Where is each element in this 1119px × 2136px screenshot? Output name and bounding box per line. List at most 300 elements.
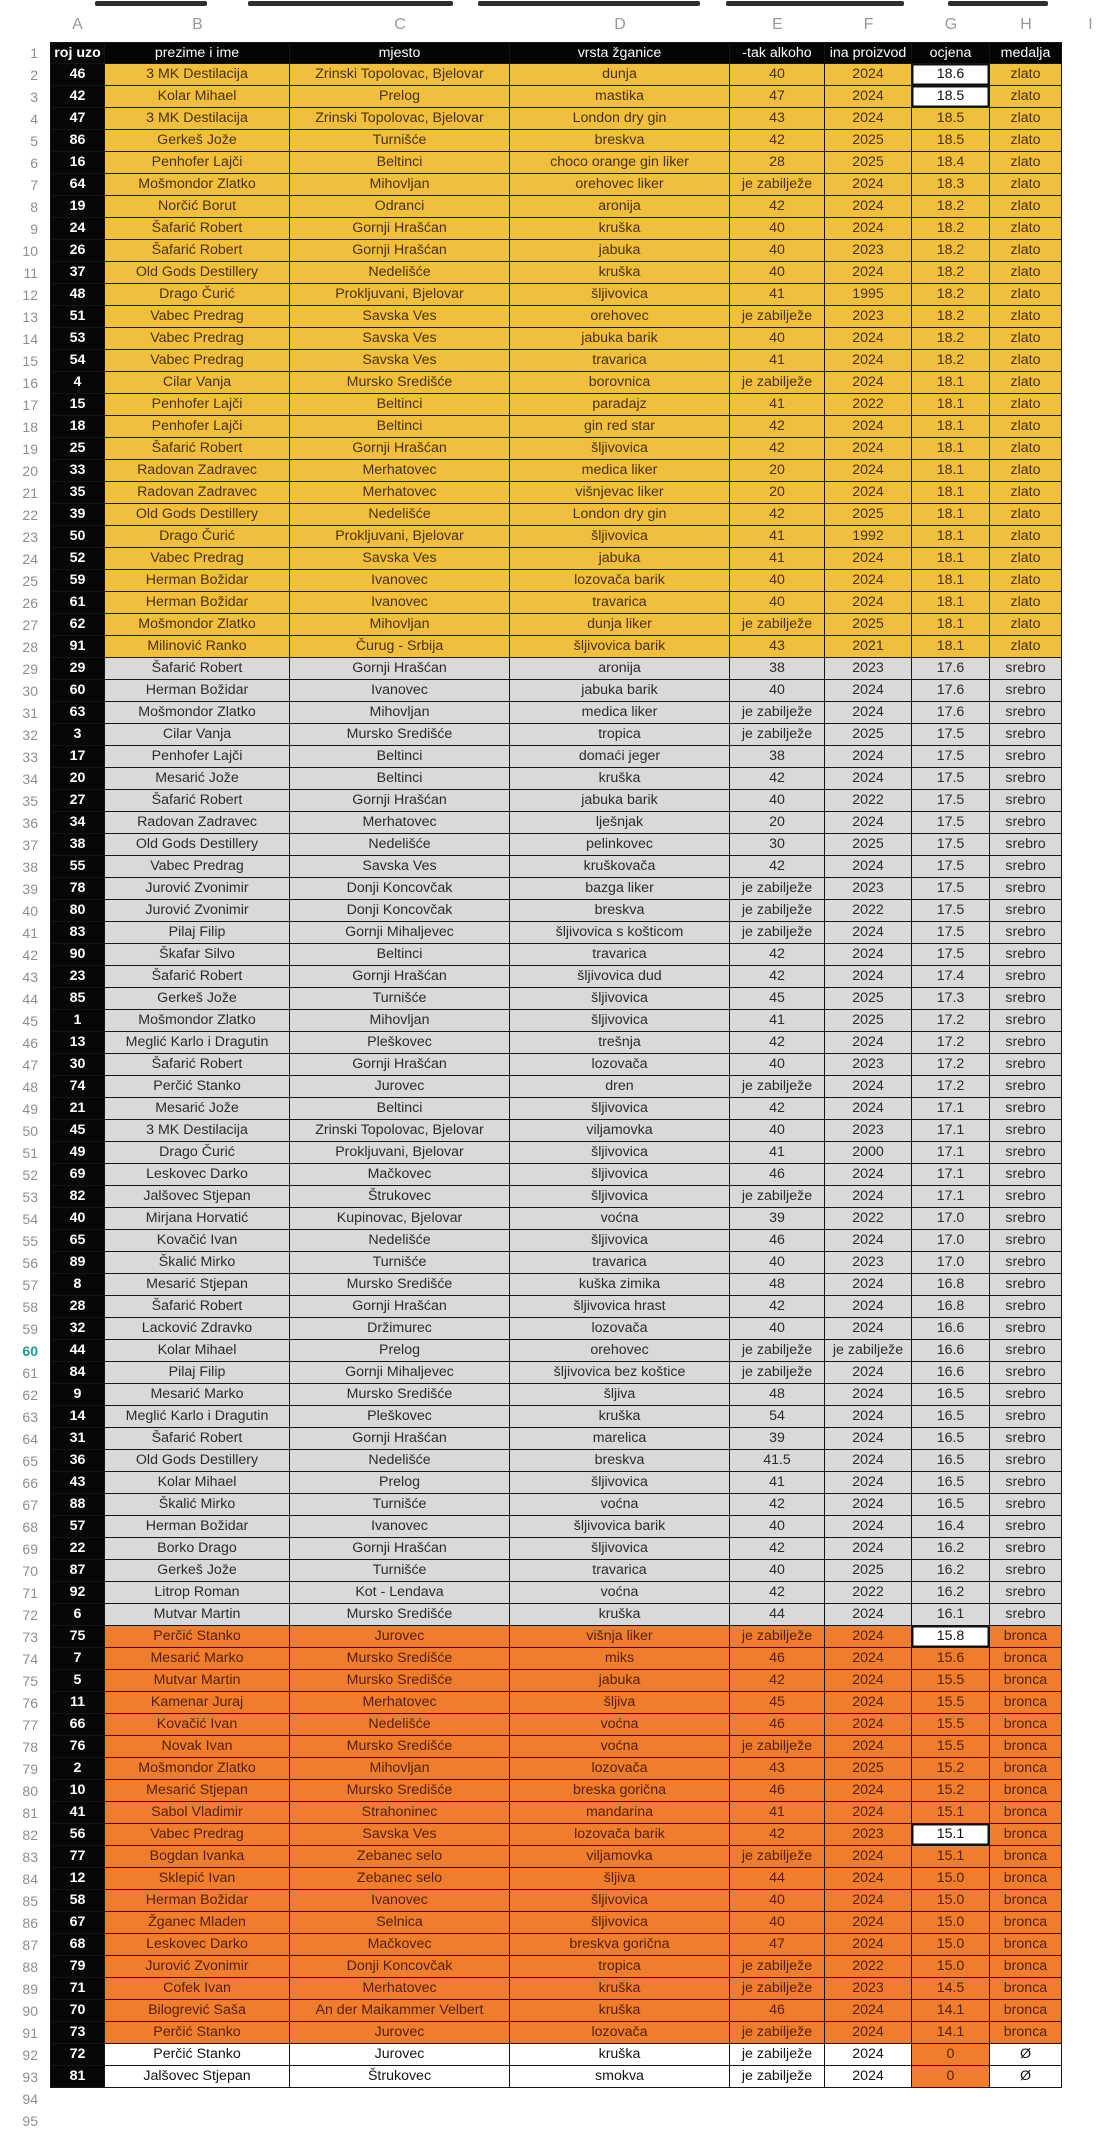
cell-type[interactable]: šljivovica xyxy=(510,526,730,548)
cell-medal[interactable]: zlato xyxy=(990,636,1062,658)
cell-alcohol[interactable]: je zabilježe xyxy=(730,1340,825,1362)
cell-medal[interactable]: srebro xyxy=(990,1186,1062,1208)
cell-year[interactable]: 2000 xyxy=(825,1142,912,1164)
cell-year[interactable]: 2024 xyxy=(825,1164,912,1186)
cell-alcohol[interactable]: 40 xyxy=(730,1318,825,1340)
cell-type[interactable]: šljivovica xyxy=(510,284,730,306)
cell-name[interactable]: Herman Božidar xyxy=(105,680,290,702)
cell-place[interactable]: Merhatovec xyxy=(290,482,510,504)
cell-sample-number[interactable]: 22 xyxy=(50,1538,105,1560)
cell-type[interactable]: višnjevac liker xyxy=(510,482,730,504)
cell-name[interactable]: Leskovec Darko xyxy=(105,1164,290,1186)
cell-name[interactable]: Žganec Mladen xyxy=(105,1912,290,1934)
cell-sample-number[interactable]: 8 xyxy=(50,1274,105,1296)
cell-medal[interactable]: zlato xyxy=(990,284,1062,306)
cell-year[interactable]: 2023 xyxy=(825,306,912,328)
row-number[interactable]: 61 xyxy=(22,1365,38,1381)
cell-name[interactable]: Old Gods Destillery xyxy=(105,834,290,856)
row-number[interactable]: 93 xyxy=(22,2069,38,2085)
row-number[interactable]: 70 xyxy=(22,1563,38,1579)
row-number[interactable]: 87 xyxy=(22,1937,38,1953)
row-number[interactable]: 73 xyxy=(22,1629,38,1645)
cell-alcohol[interactable]: 40 xyxy=(730,1120,825,1142)
cell-medal[interactable]: srebro xyxy=(990,834,1062,856)
cell-score[interactable]: 17.0 xyxy=(912,1230,990,1252)
cell-type[interactable]: dunja liker xyxy=(510,614,730,636)
cell-medal[interactable]: bronca xyxy=(990,1670,1062,1692)
cell-place[interactable]: Gornji Hrašćan xyxy=(290,966,510,988)
cell-year[interactable]: 2024 xyxy=(825,922,912,944)
cell-place[interactable]: Zrinski Topolovac, Bjelovar xyxy=(290,1120,510,1142)
cell-sample-number[interactable]: 77 xyxy=(50,1846,105,1868)
cell-year[interactable]: 2023 xyxy=(825,1978,912,2000)
cell-name[interactable]: Herman Božidar xyxy=(105,570,290,592)
cell-sample-number[interactable]: 53 xyxy=(50,328,105,350)
cell-place[interactable]: Gornji Hrašćan xyxy=(290,1428,510,1450)
row-number[interactable]: 85 xyxy=(22,1893,38,1909)
cell-place[interactable]: Gornji Hrašćan xyxy=(290,1296,510,1318)
cell-medal[interactable]: srebro xyxy=(990,1098,1062,1120)
cell-name[interactable]: Meglić Karlo i Dragutin xyxy=(105,1406,290,1428)
cell-alcohol[interactable]: 44 xyxy=(730,1604,825,1626)
cell-name[interactable]: Meglić Karlo i Dragutin xyxy=(105,1032,290,1054)
cell-name[interactable]: Mesarić Marko xyxy=(105,1384,290,1406)
cell-alcohol[interactable]: 38 xyxy=(730,658,825,680)
cell-year[interactable]: 2024 xyxy=(825,570,912,592)
cell-alcohol[interactable]: je zabilježe xyxy=(730,878,825,900)
cell-year[interactable]: 2024 xyxy=(825,1670,912,1692)
cell-score[interactable]: 17.3 xyxy=(912,988,990,1010)
cell-year[interactable]: 2025 xyxy=(825,1010,912,1032)
cell-type[interactable]: kruška xyxy=(510,2044,730,2066)
cell-name[interactable]: Šafarić Robert xyxy=(105,1428,290,1450)
cell-type[interactable]: lozovača barik xyxy=(510,570,730,592)
cell-type[interactable]: šljivovica xyxy=(510,1098,730,1120)
cell-name[interactable]: Šafarić Robert xyxy=(105,218,290,240)
cell-name[interactable]: Herman Božidar xyxy=(105,592,290,614)
cell-type[interactable]: mandarina xyxy=(510,1802,730,1824)
cell-year[interactable]: 2025 xyxy=(825,614,912,636)
row-number[interactable]: 49 xyxy=(22,1101,38,1117)
cell-year[interactable]: 2024 xyxy=(825,482,912,504)
cell-medal[interactable]: zlato xyxy=(990,570,1062,592)
cell-place[interactable]: Ivanovec xyxy=(290,592,510,614)
cell-name[interactable]: Jurović Zvonimir xyxy=(105,1956,290,1978)
cell-medal[interactable]: bronca xyxy=(990,1692,1062,1714)
row-number[interactable]: 42 xyxy=(22,947,38,963)
cell-place[interactable]: Prelog xyxy=(290,86,510,108)
cell-name[interactable]: Gerkeš Jože xyxy=(105,130,290,152)
cell-sample-number[interactable]: 65 xyxy=(50,1230,105,1252)
cell-score[interactable]: 15.2 xyxy=(912,1758,990,1780)
header-alcohol[interactable]: -tak alkoho xyxy=(730,42,825,64)
header-name[interactable]: prezime i ime xyxy=(105,42,290,64)
cell-year[interactable]: 2024 xyxy=(825,746,912,768)
cell-score[interactable]: 17.5 xyxy=(912,746,990,768)
cell-medal[interactable]: zlato xyxy=(990,482,1062,504)
cell-alcohol[interactable]: 42 xyxy=(730,130,825,152)
cell-sample-number[interactable]: 69 xyxy=(50,1164,105,1186)
row-number[interactable]: 38 xyxy=(22,859,38,875)
cell-alcohol[interactable]: 28 xyxy=(730,152,825,174)
cell-name[interactable]: Litrop Roman xyxy=(105,1582,290,1604)
cell-name[interactable]: Leskovec Darko xyxy=(105,1934,290,1956)
cell-score[interactable]: 18.5 xyxy=(912,130,990,152)
cell-sample-number[interactable]: 56 xyxy=(50,1824,105,1846)
cell-sample-number[interactable]: 72 xyxy=(50,2044,105,2066)
row-number[interactable]: 53 xyxy=(22,1189,38,1205)
row-number[interactable]: 40 xyxy=(22,903,38,919)
cell-name[interactable]: Radovan Zadravec xyxy=(105,482,290,504)
cell-year[interactable]: 2023 xyxy=(825,1054,912,1076)
cell-score[interactable]: 15.8 xyxy=(912,1626,990,1648)
row-number[interactable]: 56 xyxy=(22,1255,38,1271)
cell-alcohol[interactable]: 42 xyxy=(730,1098,825,1120)
row-number[interactable]: 29 xyxy=(22,661,38,677)
cell-alcohol[interactable]: je zabilježe xyxy=(730,702,825,724)
cell-score[interactable]: 16.2 xyxy=(912,1582,990,1604)
cell-medal[interactable]: srebro xyxy=(990,1494,1062,1516)
cell-alcohol[interactable]: je zabilježe xyxy=(730,1736,825,1758)
cell-type[interactable]: šljiva xyxy=(510,1384,730,1406)
cell-sample-number[interactable]: 34 xyxy=(50,812,105,834)
cell-place[interactable]: Merhatovec xyxy=(290,460,510,482)
cell-name[interactable]: Mošmondor Zlatko xyxy=(105,1010,290,1032)
cell-alcohol[interactable]: 39 xyxy=(730,1428,825,1450)
cell-place[interactable]: Donji Koncovčak xyxy=(290,878,510,900)
row-number[interactable]: 19 xyxy=(22,441,38,457)
cell-type[interactable]: višnja liker xyxy=(510,1626,730,1648)
cell-name[interactable]: Vabec Predrag xyxy=(105,350,290,372)
cell-score[interactable]: 17.2 xyxy=(912,1010,990,1032)
cell-type[interactable]: borovnica xyxy=(510,372,730,394)
cell-name[interactable]: Radovan Zadravec xyxy=(105,460,290,482)
row-number[interactable]: 37 xyxy=(22,837,38,853)
cell-score[interactable]: 16.4 xyxy=(912,1516,990,1538)
cell-year[interactable]: 2025 xyxy=(825,724,912,746)
cell-score[interactable]: 17.5 xyxy=(912,944,990,966)
cell-year[interactable]: 2024 xyxy=(825,350,912,372)
cell-alcohol[interactable]: 42 xyxy=(730,1296,825,1318)
cell-type[interactable]: šljivovica bez koštice xyxy=(510,1362,730,1384)
cell-type[interactable]: travarica xyxy=(510,592,730,614)
cell-sample-number[interactable]: 11 xyxy=(50,1692,105,1714)
cell-type[interactable]: šljivovica xyxy=(510,438,730,460)
cell-place[interactable]: Donji Koncovčak xyxy=(290,900,510,922)
cell-medal[interactable]: zlato xyxy=(990,350,1062,372)
cell-score[interactable]: 15.1 xyxy=(912,1824,990,1846)
cell-year[interactable]: 2024 xyxy=(825,1494,912,1516)
row-number[interactable]: 28 xyxy=(22,639,38,655)
cell-score[interactable]: 18.1 xyxy=(912,504,990,526)
row-number[interactable]: 62 xyxy=(22,1387,38,1403)
cell-score[interactable]: 16.5 xyxy=(912,1406,990,1428)
cell-sample-number[interactable]: 2 xyxy=(50,1758,105,1780)
cell-year[interactable]: 2024 xyxy=(825,108,912,130)
cell-year[interactable]: 2022 xyxy=(825,1956,912,1978)
cell-sample-number[interactable]: 12 xyxy=(50,1868,105,1890)
cell-medal[interactable]: srebro xyxy=(990,790,1062,812)
cell-name[interactable]: Sabol Vladimir xyxy=(105,1802,290,1824)
row-number[interactable]: 23 xyxy=(22,529,38,545)
cell-score[interactable]: 16.2 xyxy=(912,1560,990,1582)
cell-place[interactable]: Turnišće xyxy=(290,988,510,1010)
cell-name[interactable]: Mesarić Jože xyxy=(105,768,290,790)
cell-alcohol[interactable]: 40 xyxy=(730,1912,825,1934)
cell-score[interactable]: 16.8 xyxy=(912,1296,990,1318)
cell-score[interactable]: 17.0 xyxy=(912,1208,990,1230)
cell-score[interactable]: 16.6 xyxy=(912,1340,990,1362)
row-number[interactable]: 64 xyxy=(22,1431,38,1447)
cell-name[interactable]: Kovačić Ivan xyxy=(105,1714,290,1736)
cell-place[interactable]: Gornji Hrašćan xyxy=(290,438,510,460)
cell-place[interactable]: Jurovec xyxy=(290,1076,510,1098)
cell-medal[interactable]: bronca xyxy=(990,1934,1062,1956)
row-number[interactable]: 90 xyxy=(22,2003,38,2019)
row-number[interactable]: 3 xyxy=(30,89,38,105)
cell-year[interactable]: 2023 xyxy=(825,1824,912,1846)
cell-place[interactable]: Turnišće xyxy=(290,1560,510,1582)
cell-alcohol[interactable]: 40 xyxy=(730,1054,825,1076)
cell-sample-number[interactable]: 63 xyxy=(50,702,105,724)
cell-sample-number[interactable]: 88 xyxy=(50,1494,105,1516)
column-letter-f[interactable]: F xyxy=(863,15,874,33)
row-number[interactable]: 12 xyxy=(22,287,38,303)
row-number[interactable]: 57 xyxy=(22,1277,38,1293)
row-number[interactable]: 32 xyxy=(22,727,38,743)
cell-alcohol[interactable]: 41 xyxy=(730,1010,825,1032)
cell-place[interactable]: Mursko Središće xyxy=(290,1780,510,1802)
cell-score[interactable]: 0 xyxy=(912,2044,990,2066)
column-letter-c[interactable]: C xyxy=(394,15,406,33)
cell-type[interactable]: dunja xyxy=(510,64,730,86)
cell-type[interactable]: kruška xyxy=(510,262,730,284)
row-number[interactable]: 82 xyxy=(22,1827,38,1843)
cell-year[interactable]: 2024 xyxy=(825,1428,912,1450)
cell-medal[interactable]: zlato xyxy=(990,328,1062,350)
cell-alcohol[interactable]: je zabilježe xyxy=(730,174,825,196)
cell-score[interactable]: 18.4 xyxy=(912,152,990,174)
cell-score[interactable]: 14.1 xyxy=(912,2022,990,2044)
cell-alcohol[interactable]: je zabilježe xyxy=(730,724,825,746)
cell-alcohol[interactable]: 46 xyxy=(730,1780,825,1802)
cell-medal[interactable]: bronca xyxy=(990,1890,1062,1912)
cell-score[interactable]: 17.2 xyxy=(912,1032,990,1054)
cell-alcohol[interactable]: 20 xyxy=(730,812,825,834)
cell-sample-number[interactable]: 81 xyxy=(50,2066,105,2088)
cell-type[interactable]: šljivovica xyxy=(510,1164,730,1186)
row-number[interactable]: 5 xyxy=(30,133,38,149)
cell-sample-number[interactable]: 67 xyxy=(50,1912,105,1934)
cell-year[interactable]: 2025 xyxy=(825,834,912,856)
cell-name[interactable]: Pilaj Filip xyxy=(105,922,290,944)
cell-sample-number[interactable]: 16 xyxy=(50,152,105,174)
cell-place[interactable]: Ivanovec xyxy=(290,680,510,702)
cell-score[interactable]: 16.5 xyxy=(912,1428,990,1450)
cell-name[interactable]: Mošmondor Zlatko xyxy=(105,174,290,196)
cell-year[interactable]: 2024 xyxy=(825,944,912,966)
cell-type[interactable]: lozovača barik xyxy=(510,1824,730,1846)
cell-name[interactable]: Kolar Mihael xyxy=(105,1472,290,1494)
cell-place[interactable]: Savska Ves xyxy=(290,856,510,878)
cell-alcohol[interactable]: je zabilježe xyxy=(730,1978,825,2000)
cell-medal[interactable]: zlato xyxy=(990,548,1062,570)
cell-medal[interactable]: srebro xyxy=(990,1450,1062,1472)
row-number[interactable]: 26 xyxy=(22,595,38,611)
row-number[interactable]: 89 xyxy=(22,1981,38,1997)
cell-name[interactable]: Drago Čurić xyxy=(105,1142,290,1164)
cell-sample-number[interactable]: 31 xyxy=(50,1428,105,1450)
cell-sample-number[interactable]: 24 xyxy=(50,218,105,240)
cell-alcohol[interactable]: je zabilježe xyxy=(730,1846,825,1868)
cell-sample-number[interactable]: 26 xyxy=(50,240,105,262)
cell-year[interactable]: 2024 xyxy=(825,1296,912,1318)
cell-place[interactable]: Donji Koncovčak xyxy=(290,1956,510,1978)
cell-alcohol[interactable]: 41 xyxy=(730,394,825,416)
cell-score[interactable]: 17.5 xyxy=(912,900,990,922)
cell-alcohol[interactable]: 42 xyxy=(730,1538,825,1560)
row-number[interactable]: 71 xyxy=(22,1585,38,1601)
cell-type[interactable]: orehovec liker xyxy=(510,174,730,196)
cell-score[interactable]: 14.1 xyxy=(912,2000,990,2022)
header-type[interactable]: vrsta žganice xyxy=(510,42,730,64)
row-number[interactable]: 7 xyxy=(30,177,38,193)
cell-score[interactable]: 17.5 xyxy=(912,790,990,812)
cell-name[interactable]: Vabec Predrag xyxy=(105,306,290,328)
cell-medal[interactable]: srebro xyxy=(990,658,1062,680)
cell-name[interactable]: Kamenar Juraj xyxy=(105,1692,290,1714)
cell-name[interactable]: Drago Čurić xyxy=(105,284,290,306)
cell-type[interactable]: travarica xyxy=(510,350,730,372)
cell-alcohol[interactable]: 41 xyxy=(730,1802,825,1824)
cell-name[interactable]: Mutvar Martin xyxy=(105,1670,290,1692)
cell-year[interactable]: 2024 xyxy=(825,416,912,438)
cell-sample-number[interactable]: 19 xyxy=(50,196,105,218)
cell-type[interactable]: bazga liker xyxy=(510,878,730,900)
cell-alcohol[interactable]: 40 xyxy=(730,218,825,240)
cell-name[interactable]: Šafarić Robert xyxy=(105,240,290,262)
cell-year[interactable]: 2025 xyxy=(825,1758,912,1780)
row-number[interactable]: 79 xyxy=(22,1761,38,1777)
cell-name[interactable]: Herman Božidar xyxy=(105,1890,290,1912)
cell-place[interactable]: Beltinci xyxy=(290,746,510,768)
cell-place[interactable]: Mihovljan xyxy=(290,1010,510,1032)
cell-sample-number[interactable]: 10 xyxy=(50,1780,105,1802)
cell-name[interactable]: Mesarić Stjepan xyxy=(105,1780,290,1802)
row-number[interactable]: 39 xyxy=(22,881,38,897)
cell-place[interactable]: Ivanovec xyxy=(290,1890,510,1912)
cell-score[interactable]: 16.5 xyxy=(912,1494,990,1516)
cell-name[interactable]: Penhofer Lajči xyxy=(105,746,290,768)
header-sample-number[interactable]: roj uzo xyxy=(50,42,105,64)
cell-place[interactable]: Gornji Hrašćan xyxy=(290,218,510,240)
cell-place[interactable]: Odranci xyxy=(290,196,510,218)
row-number[interactable]: 27 xyxy=(22,617,38,633)
cell-medal[interactable]: srebro xyxy=(990,1230,1062,1252)
cell-type[interactable]: kruška xyxy=(510,768,730,790)
cell-year[interactable]: 2024 xyxy=(825,856,912,878)
cell-name[interactable]: 3 MK Destilacija xyxy=(105,108,290,130)
column-letter-b[interactable]: B xyxy=(192,15,203,33)
cell-sample-number[interactable]: 58 xyxy=(50,1890,105,1912)
cell-score[interactable]: 18.1 xyxy=(912,636,990,658)
cell-place[interactable]: Merhatovec xyxy=(290,1692,510,1714)
cell-alcohol[interactable]: je zabilježe xyxy=(730,2022,825,2044)
cell-sample-number[interactable]: 3 xyxy=(50,724,105,746)
cell-year[interactable]: 2024 xyxy=(825,812,912,834)
cell-medal[interactable]: bronca xyxy=(990,1648,1062,1670)
cell-alcohol[interactable]: je zabilježe xyxy=(730,1186,825,1208)
row-number[interactable]: 13 xyxy=(22,309,38,325)
row-number[interactable]: 36 xyxy=(22,815,38,831)
row-number[interactable]: 59 xyxy=(22,1321,38,1337)
cell-score[interactable]: 17.5 xyxy=(912,878,990,900)
cell-medal[interactable]: bronca xyxy=(990,1978,1062,2000)
cell-alcohol[interactable]: 42 xyxy=(730,1824,825,1846)
row-number[interactable]: 8 xyxy=(30,199,38,215)
cell-alcohol[interactable]: je zabilježe xyxy=(730,900,825,922)
cell-name[interactable]: Jalšovec Stjepan xyxy=(105,2066,290,2088)
cell-sample-number[interactable]: 86 xyxy=(50,130,105,152)
cell-sample-number[interactable]: 43 xyxy=(50,1472,105,1494)
cell-medal[interactable]: zlato xyxy=(990,460,1062,482)
cell-sample-number[interactable]: 29 xyxy=(50,658,105,680)
cell-year[interactable]: 1995 xyxy=(825,284,912,306)
row-number[interactable]: 16 xyxy=(22,375,38,391)
cell-score[interactable]: 18.2 xyxy=(912,284,990,306)
cell-alcohol[interactable]: 42 xyxy=(730,1582,825,1604)
cell-sample-number[interactable]: 35 xyxy=(50,482,105,504)
cell-name[interactable]: Škafar Silvo xyxy=(105,944,290,966)
cell-alcohol[interactable]: 46 xyxy=(730,1648,825,1670)
cell-type[interactable]: lozovača xyxy=(510,1758,730,1780)
row-number[interactable]: 55 xyxy=(22,1233,38,1249)
cell-type[interactable]: voćna xyxy=(510,1582,730,1604)
cell-sample-number[interactable]: 41 xyxy=(50,1802,105,1824)
cell-place[interactable]: Savska Ves xyxy=(290,328,510,350)
cell-year[interactable]: 2024 xyxy=(825,1692,912,1714)
cell-year[interactable]: 1992 xyxy=(825,526,912,548)
cell-name[interactable]: Perčić Stanko xyxy=(105,1626,290,1648)
cell-medal[interactable]: zlato xyxy=(990,372,1062,394)
cell-sample-number[interactable]: 7 xyxy=(50,1648,105,1670)
cell-name[interactable]: Mošmondor Zlatko xyxy=(105,614,290,636)
cell-sample-number[interactable]: 39 xyxy=(50,504,105,526)
cell-type[interactable]: miks xyxy=(510,1648,730,1670)
cell-name[interactable]: Old Gods Destillery xyxy=(105,262,290,284)
cell-place[interactable]: Strahoninec xyxy=(290,1802,510,1824)
cell-medal[interactable]: zlato xyxy=(990,526,1062,548)
cell-sample-number[interactable]: 83 xyxy=(50,922,105,944)
cell-type[interactable]: breskva xyxy=(510,130,730,152)
cell-name[interactable]: Perčić Stanko xyxy=(105,1076,290,1098)
row-number[interactable]: 75 xyxy=(22,1673,38,1689)
cell-place[interactable]: Beltinci xyxy=(290,394,510,416)
cell-score[interactable]: 15.0 xyxy=(912,1956,990,1978)
cell-sample-number[interactable]: 49 xyxy=(50,1142,105,1164)
cell-place[interactable]: Mursko Središće xyxy=(290,1670,510,1692)
cell-sample-number[interactable]: 75 xyxy=(50,1626,105,1648)
row-number[interactable]: 94 xyxy=(22,2091,38,2107)
cell-type[interactable]: šljivovica hrast xyxy=(510,1296,730,1318)
cell-alcohol[interactable]: 42 xyxy=(730,504,825,526)
cell-place[interactable]: Držimurec xyxy=(290,1318,510,1340)
column-letter-g[interactable]: G xyxy=(944,15,958,33)
cell-sample-number[interactable]: 91 xyxy=(50,636,105,658)
cell-year[interactable]: 2024 xyxy=(825,174,912,196)
row-number[interactable]: 80 xyxy=(22,1783,38,1799)
cell-name[interactable]: Borko Drago xyxy=(105,1538,290,1560)
